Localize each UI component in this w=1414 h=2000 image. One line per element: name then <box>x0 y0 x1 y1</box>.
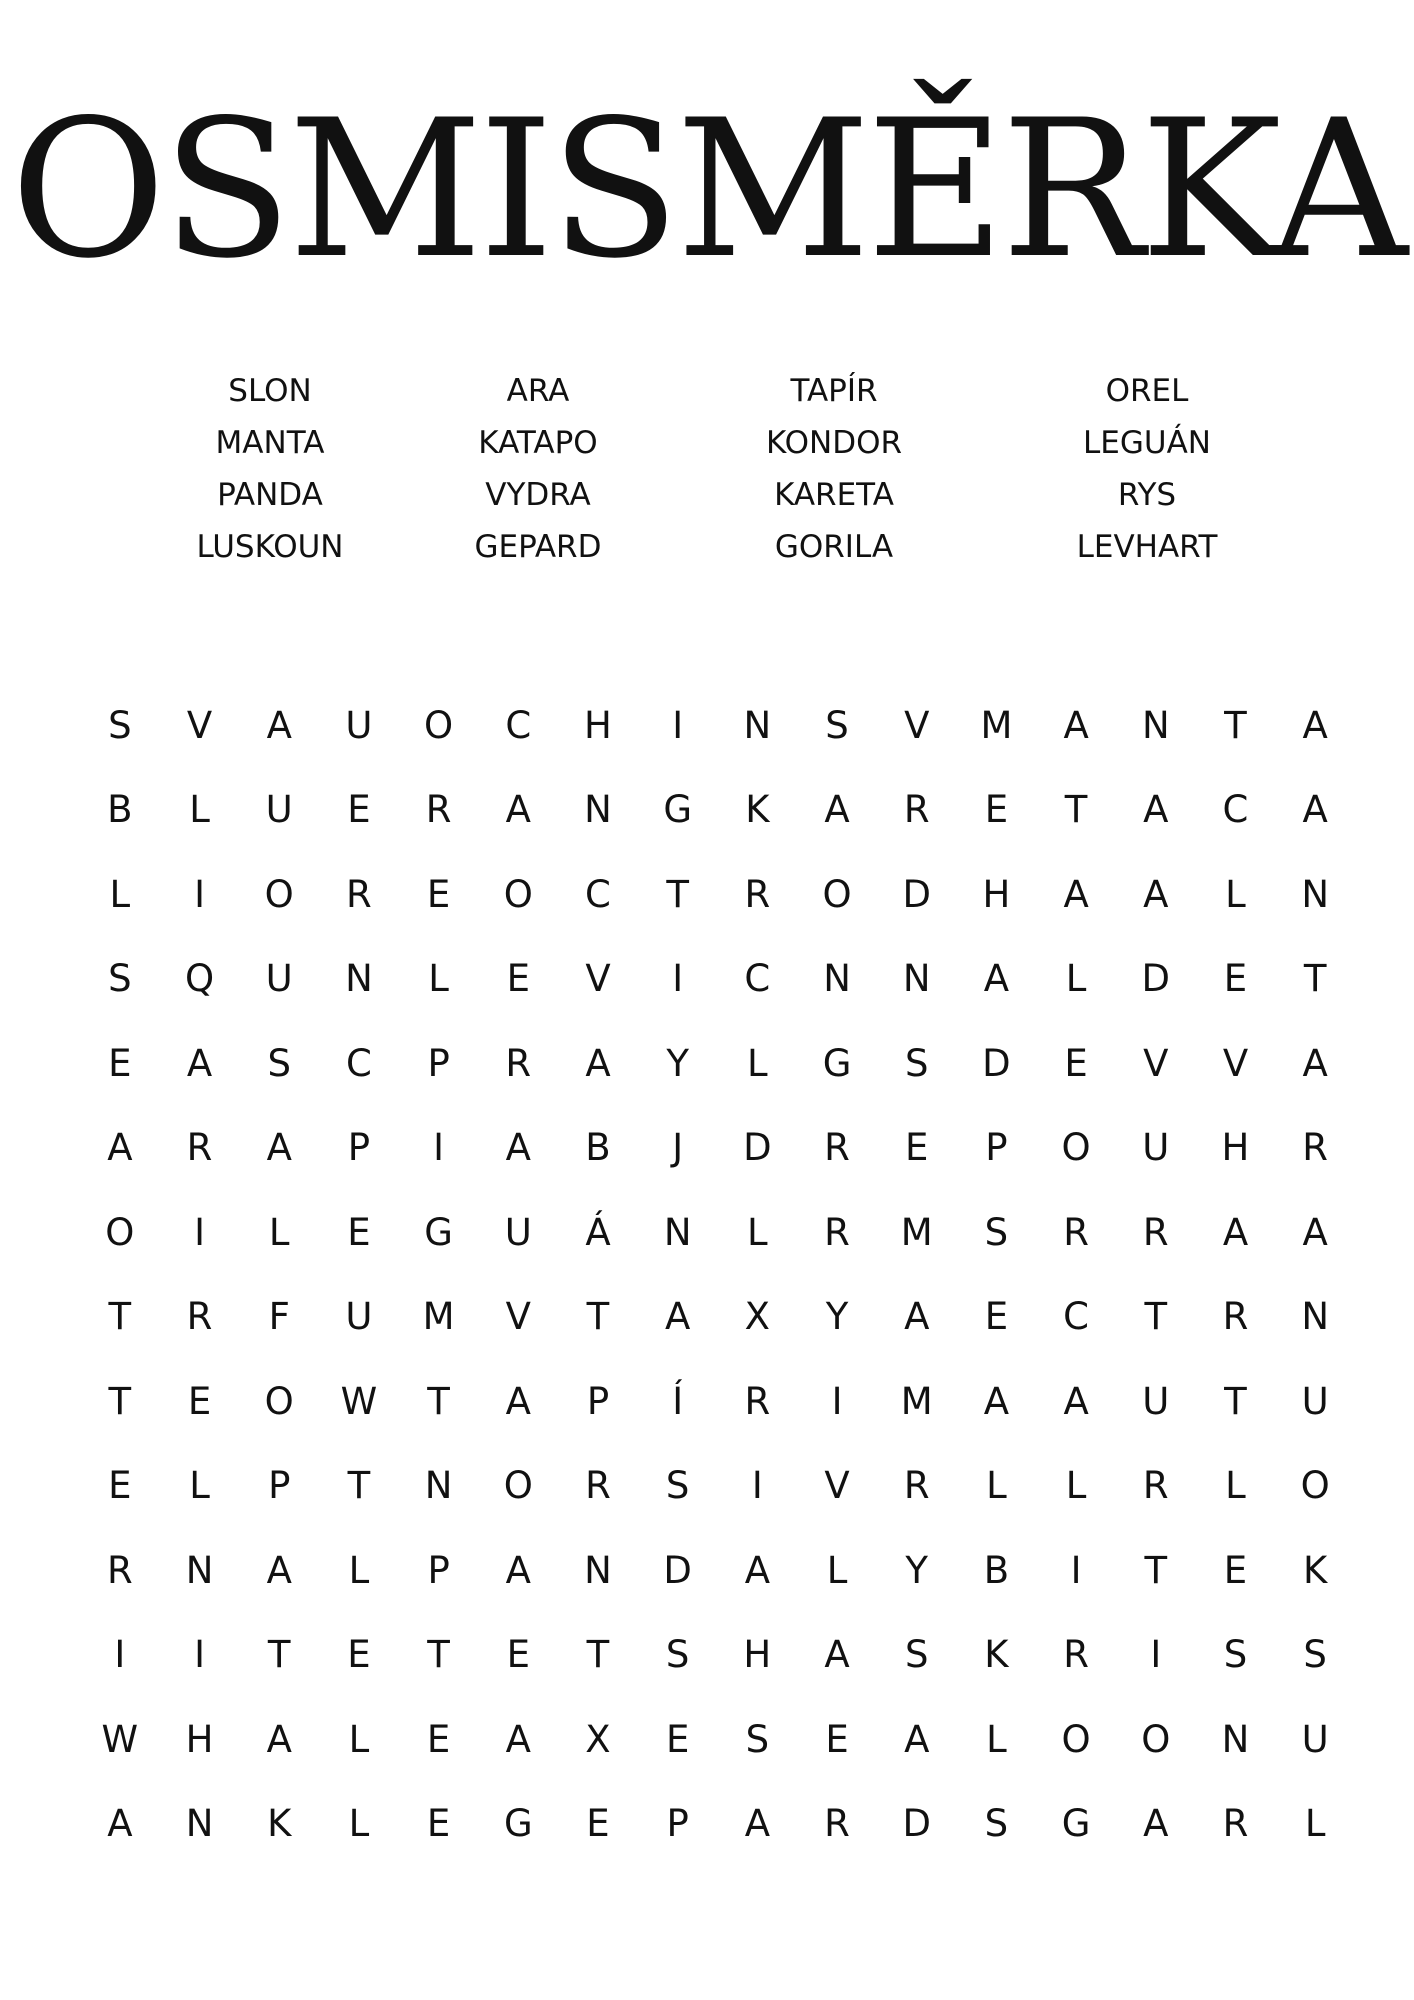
grid-letter: O <box>264 872 294 916</box>
grid-letter: A <box>824 788 850 832</box>
grid-letter: K <box>745 788 770 832</box>
grid-letter: I <box>751 1464 763 1508</box>
grid-letter: S <box>665 1464 690 1508</box>
grid-letter: I <box>672 703 684 747</box>
grid-letter: R <box>824 1126 850 1170</box>
grid-letter: B <box>585 1126 611 1170</box>
grid-letter: A <box>186 1041 213 1085</box>
grid-letter: S <box>904 1633 929 1677</box>
grid-letter: E <box>426 1802 451 1846</box>
grid-letter: D <box>663 1548 692 1592</box>
grid-letter: R <box>744 1379 771 1423</box>
grid-letter: V <box>1143 1041 1169 1085</box>
word-item: PANDA <box>217 477 323 513</box>
grid-letter: L <box>348 1548 370 1592</box>
grid-letter: A <box>1143 788 1169 832</box>
grid-letter: O <box>1061 1717 1091 1761</box>
grid-letter: M <box>422 1295 455 1339</box>
grid-letter: L <box>348 1802 370 1846</box>
grid-letter: R <box>1063 1210 1089 1254</box>
grid-letter: R <box>824 1802 850 1846</box>
grid-letter: N <box>1301 1295 1329 1339</box>
grid-letter: R <box>1063 1633 1089 1677</box>
grid-letter: G <box>424 1210 453 1254</box>
grid-letter: A <box>505 1379 531 1423</box>
grid-letter: S <box>825 703 849 747</box>
grid-letter: O <box>105 1210 135 1254</box>
grid-letter: I <box>672 957 684 1001</box>
grid-letter: O <box>822 872 852 916</box>
grid-letter: E <box>347 1633 371 1677</box>
grid-letter: R <box>903 1464 930 1508</box>
grid-letter: T <box>1224 703 1247 747</box>
grid-letter: J <box>672 1126 684 1170</box>
word-item: VYDRA <box>485 477 591 513</box>
grid-letter: C <box>345 1041 372 1085</box>
grid-letter: E <box>426 872 451 916</box>
grid-letter: C <box>1222 788 1249 832</box>
grid-letter: A <box>107 1802 133 1846</box>
grid-letter: S <box>745 1717 770 1761</box>
grid-letter: E <box>825 1717 849 1761</box>
grid-letter: L <box>1065 957 1087 1001</box>
grid-letter: M <box>900 1210 933 1254</box>
grid-letter: R <box>186 1126 213 1170</box>
grid-letter: C <box>1063 1295 1090 1339</box>
grid-letter: B <box>983 1548 1010 1592</box>
grid-letter: L <box>428 957 449 1001</box>
grid-letter: E <box>1064 1041 1088 1085</box>
grid-letter: H <box>743 1633 772 1677</box>
grid-letter: Q <box>184 957 215 1001</box>
grid-letter: T <box>586 1295 610 1339</box>
grid-letter: K <box>984 1633 1009 1677</box>
grid-letter: L <box>348 1717 370 1761</box>
grid-letter: L <box>747 1041 768 1085</box>
word-list <box>0 365 1414 585</box>
grid-letter: N <box>1141 703 1170 747</box>
grid-letter: N <box>1221 1717 1250 1761</box>
grid-letter: L <box>189 788 210 832</box>
grid-letter: E <box>984 788 1009 832</box>
grid-letter: L <box>268 1210 290 1254</box>
grid-letter: P <box>427 1548 450 1592</box>
grid-letter: E <box>347 788 371 832</box>
grid-letter: L <box>1225 1464 1246 1508</box>
grid-letter: G <box>1061 1802 1091 1846</box>
grid-letter: W <box>340 1379 378 1423</box>
grid-letter: N <box>663 1210 692 1254</box>
grid-letter: T <box>666 872 689 916</box>
grid-letter: S <box>984 1210 1009 1254</box>
grid-letter: S <box>1223 1633 1248 1677</box>
grid-letter: A <box>1063 872 1089 916</box>
grid-letter: E <box>506 1633 530 1677</box>
grid-letter: Y <box>905 1548 929 1592</box>
grid-letter: H <box>584 703 612 747</box>
grid-letter: S <box>108 957 132 1001</box>
grid-letter: T <box>1224 1379 1247 1423</box>
grid-letter: D <box>982 1041 1011 1085</box>
word-item: LEVHART <box>1076 529 1218 565</box>
grid-letter: R <box>1222 1802 1249 1846</box>
grid-letter: T <box>427 1379 450 1423</box>
grid-letter: B <box>107 788 133 832</box>
grid-letter: A <box>1143 1802 1169 1846</box>
grid-letter: V <box>1222 1041 1249 1085</box>
grid-letter: O <box>1061 1126 1091 1170</box>
grid-letter: E <box>905 1126 929 1170</box>
grid-letter: A <box>585 1041 611 1085</box>
grid-letter: U <box>504 1210 532 1254</box>
grid-letter: A <box>505 1126 531 1170</box>
grid-letter: S <box>904 1041 929 1085</box>
grid-letter: A <box>665 1295 691 1339</box>
grid-letter: U <box>345 1295 373 1339</box>
grid-letter: U <box>265 788 293 832</box>
grid-letter: A <box>1143 872 1169 916</box>
grid-letter: H <box>982 872 1011 916</box>
grid-letter: Y <box>825 1295 849 1339</box>
grid-letter: R <box>106 1548 133 1592</box>
grid-letter: L <box>1065 1464 1087 1508</box>
grid-letter: D <box>1141 957 1171 1001</box>
grid-letter: V <box>824 1464 850 1508</box>
grid-letter: M <box>900 1379 933 1423</box>
grid-letter: T <box>1144 1295 1168 1339</box>
grid-letter: T <box>108 1379 132 1423</box>
word-item: RYS <box>1117 477 1177 513</box>
grid-letter: R <box>903 788 930 832</box>
grid-letter: S <box>984 1802 1009 1846</box>
grid-letter: A <box>505 1548 531 1592</box>
grid-letter: O <box>1141 1717 1171 1761</box>
grid-letter: R <box>1302 1126 1329 1170</box>
word-item: SLON <box>228 373 312 409</box>
grid-letter: Y <box>666 1041 689 1085</box>
word-item: GORILA <box>774 529 894 565</box>
grid-letter: E <box>108 1041 132 1085</box>
grid-letter: O <box>1300 1464 1330 1508</box>
grid-letter: A <box>266 1717 292 1761</box>
grid-letter: T <box>586 1633 610 1677</box>
grid-letter: R <box>1142 1464 1169 1508</box>
grid-letter: V <box>505 1295 531 1339</box>
grid-letter: U <box>1301 1717 1329 1761</box>
grid-letter: D <box>902 872 931 916</box>
grid-letter: R <box>186 1295 213 1339</box>
grid-letter: R <box>1222 1295 1249 1339</box>
grid-letter: E <box>665 1717 690 1761</box>
grid-letter: A <box>107 1126 133 1170</box>
grid-letter: I <box>194 872 205 916</box>
word-column <box>418 365 658 573</box>
grid-letter: A <box>266 703 292 747</box>
grid-letter: A <box>1302 703 1328 747</box>
grid-letter: N <box>345 957 373 1001</box>
grid-letter: P <box>268 1464 291 1508</box>
grid-letter: P <box>427 1041 450 1085</box>
grid-letter: L <box>986 1717 1007 1761</box>
grid-letter: C <box>505 703 532 747</box>
grid-letter: U <box>1142 1379 1170 1423</box>
grid-letter: D <box>743 1126 772 1170</box>
grid-letter: E <box>984 1295 1009 1339</box>
grid-letter: G <box>663 788 692 832</box>
grid-letter: W <box>101 1717 139 1761</box>
grid-letter: O <box>503 1464 533 1508</box>
grid-letter: L <box>1225 872 1246 916</box>
grid-letter: A <box>1063 1379 1089 1423</box>
grid-letter: H <box>1221 1126 1250 1170</box>
grid-letter: N <box>185 1802 214 1846</box>
grid-letter: T <box>427 1633 450 1677</box>
grid-letter: E <box>1223 1548 1248 1592</box>
grid-letter: L <box>109 872 131 916</box>
grid-letter: R <box>1142 1210 1169 1254</box>
grid-letter: T <box>347 1464 371 1508</box>
grid-letter: E <box>426 1717 451 1761</box>
grid-letter: U <box>1142 1126 1170 1170</box>
grid-letter: N <box>424 1464 453 1508</box>
grid-letter: R <box>744 872 771 916</box>
grid-letter: N <box>584 788 612 832</box>
grid-letter: Á <box>585 1210 611 1254</box>
grid-letter: I <box>194 1633 205 1677</box>
grid-letter: I <box>433 1126 445 1170</box>
grid-letter: A <box>744 1548 770 1592</box>
word-column <box>1027 365 1267 573</box>
letter-grid <box>80 683 1346 1866</box>
grid-letter: U <box>1301 1379 1329 1423</box>
grid-letter: I <box>194 1210 205 1254</box>
grid-letter: P <box>666 1802 689 1846</box>
grid-letter: K <box>267 1802 292 1846</box>
grid-letter: E <box>187 1379 212 1423</box>
grid-letter: E <box>506 957 530 1001</box>
grid-letter: A <box>505 788 531 832</box>
word-item: KATAPO <box>478 425 598 461</box>
grid-letter: N <box>185 1548 214 1592</box>
grid-letter: A <box>1302 788 1328 832</box>
grid-letter: U <box>345 703 373 747</box>
grid-letter: R <box>585 1464 611 1508</box>
grid-letter: R <box>824 1210 850 1254</box>
grid-letter: A <box>744 1802 770 1846</box>
grid-letter: S <box>665 1633 690 1677</box>
grid-letter: A <box>1302 1210 1328 1254</box>
grid-letter: L <box>1304 1802 1326 1846</box>
grid-letter: A <box>983 957 1010 1001</box>
grid-letter: A <box>266 1126 292 1170</box>
grid-letter: I <box>1070 1548 1082 1592</box>
word-item: ARA <box>506 373 570 409</box>
grid-letter: L <box>986 1464 1007 1508</box>
word-column <box>714 365 954 573</box>
grid-letter: I <box>114 1633 126 1677</box>
grid-letter: T <box>1144 1548 1168 1592</box>
grid-letter: O <box>503 872 533 916</box>
grid-letter: V <box>186 703 213 747</box>
grid-letter: Í <box>672 1379 684 1423</box>
grid-letter: G <box>503 1802 533 1846</box>
word-item: TAPÍR <box>790 373 878 409</box>
grid-letter: M <box>980 703 1013 747</box>
word-item: GEPARD <box>474 529 602 565</box>
page-title: OSMISMĚRKA <box>10 79 1404 300</box>
grid-letter: E <box>108 1464 132 1508</box>
grid-letter: P <box>347 1126 371 1170</box>
grid-letter: A <box>505 1717 531 1761</box>
grid-letter: E <box>586 1802 610 1846</box>
word-item: MANTA <box>215 425 325 461</box>
grid-letter: A <box>824 1633 850 1677</box>
grid-letter: L <box>826 1548 848 1592</box>
grid-letter: N <box>584 1548 612 1592</box>
grid-letter: R <box>346 872 372 916</box>
grid-letter: H <box>185 1717 214 1761</box>
grid-letter: G <box>822 1041 852 1085</box>
grid-letter: N <box>743 703 772 747</box>
grid-letter: I <box>1150 1633 1162 1677</box>
grid-letter: R <box>505 1041 532 1085</box>
grid-letter: C <box>585 872 611 916</box>
word-item: LUSKOUN <box>196 529 344 565</box>
grid-letter: L <box>189 1464 210 1508</box>
word-item: KONDOR <box>765 425 903 461</box>
grid-letter: R <box>425 788 452 832</box>
grid-letter: I <box>831 1379 843 1423</box>
word-item: OREL <box>1105 373 1189 409</box>
grid-letter: A <box>266 1548 292 1592</box>
word-item: LEGUÁN <box>1083 425 1211 461</box>
grid-letter: P <box>586 1379 610 1423</box>
grid-letter: C <box>744 957 771 1001</box>
grid-letter: A <box>904 1717 930 1761</box>
word-item: KARETA <box>774 477 894 513</box>
grid-letter: A <box>904 1295 930 1339</box>
grid-letter: T <box>267 1633 291 1677</box>
grid-letter: X <box>585 1717 611 1761</box>
word-column <box>150 365 390 573</box>
grid-letter: E <box>347 1210 371 1254</box>
grid-letter: A <box>1302 1041 1328 1085</box>
grid-letter: X <box>744 1295 771 1339</box>
grid-letter: S <box>108 703 132 747</box>
grid-letter: F <box>268 1295 290 1339</box>
grid-letter: E <box>1223 957 1248 1001</box>
grid-letter: K <box>1303 1548 1328 1592</box>
grid-letter: N <box>902 957 931 1001</box>
grid-letter: N <box>1301 872 1329 916</box>
grid-letter: S <box>267 1041 291 1085</box>
grid-letter: T <box>1064 788 1088 832</box>
grid-letter: S <box>1303 1633 1327 1677</box>
grid-letter: A <box>1063 703 1089 747</box>
grid-letter: N <box>823 957 851 1001</box>
grid-letter: O <box>264 1379 294 1423</box>
grid-letter: D <box>902 1802 931 1846</box>
grid-letter: A <box>983 1379 1010 1423</box>
grid-letter: V <box>585 957 611 1001</box>
grid-letter: P <box>985 1126 1008 1170</box>
grid-letter: U <box>265 957 293 1001</box>
grid-letter: O <box>424 703 454 747</box>
grid-letter: A <box>1222 1210 1249 1254</box>
grid-letter: V <box>904 703 930 747</box>
grid-letter: L <box>747 1210 768 1254</box>
grid-letter: T <box>1303 957 1327 1001</box>
grid-letter: T <box>108 1295 132 1339</box>
